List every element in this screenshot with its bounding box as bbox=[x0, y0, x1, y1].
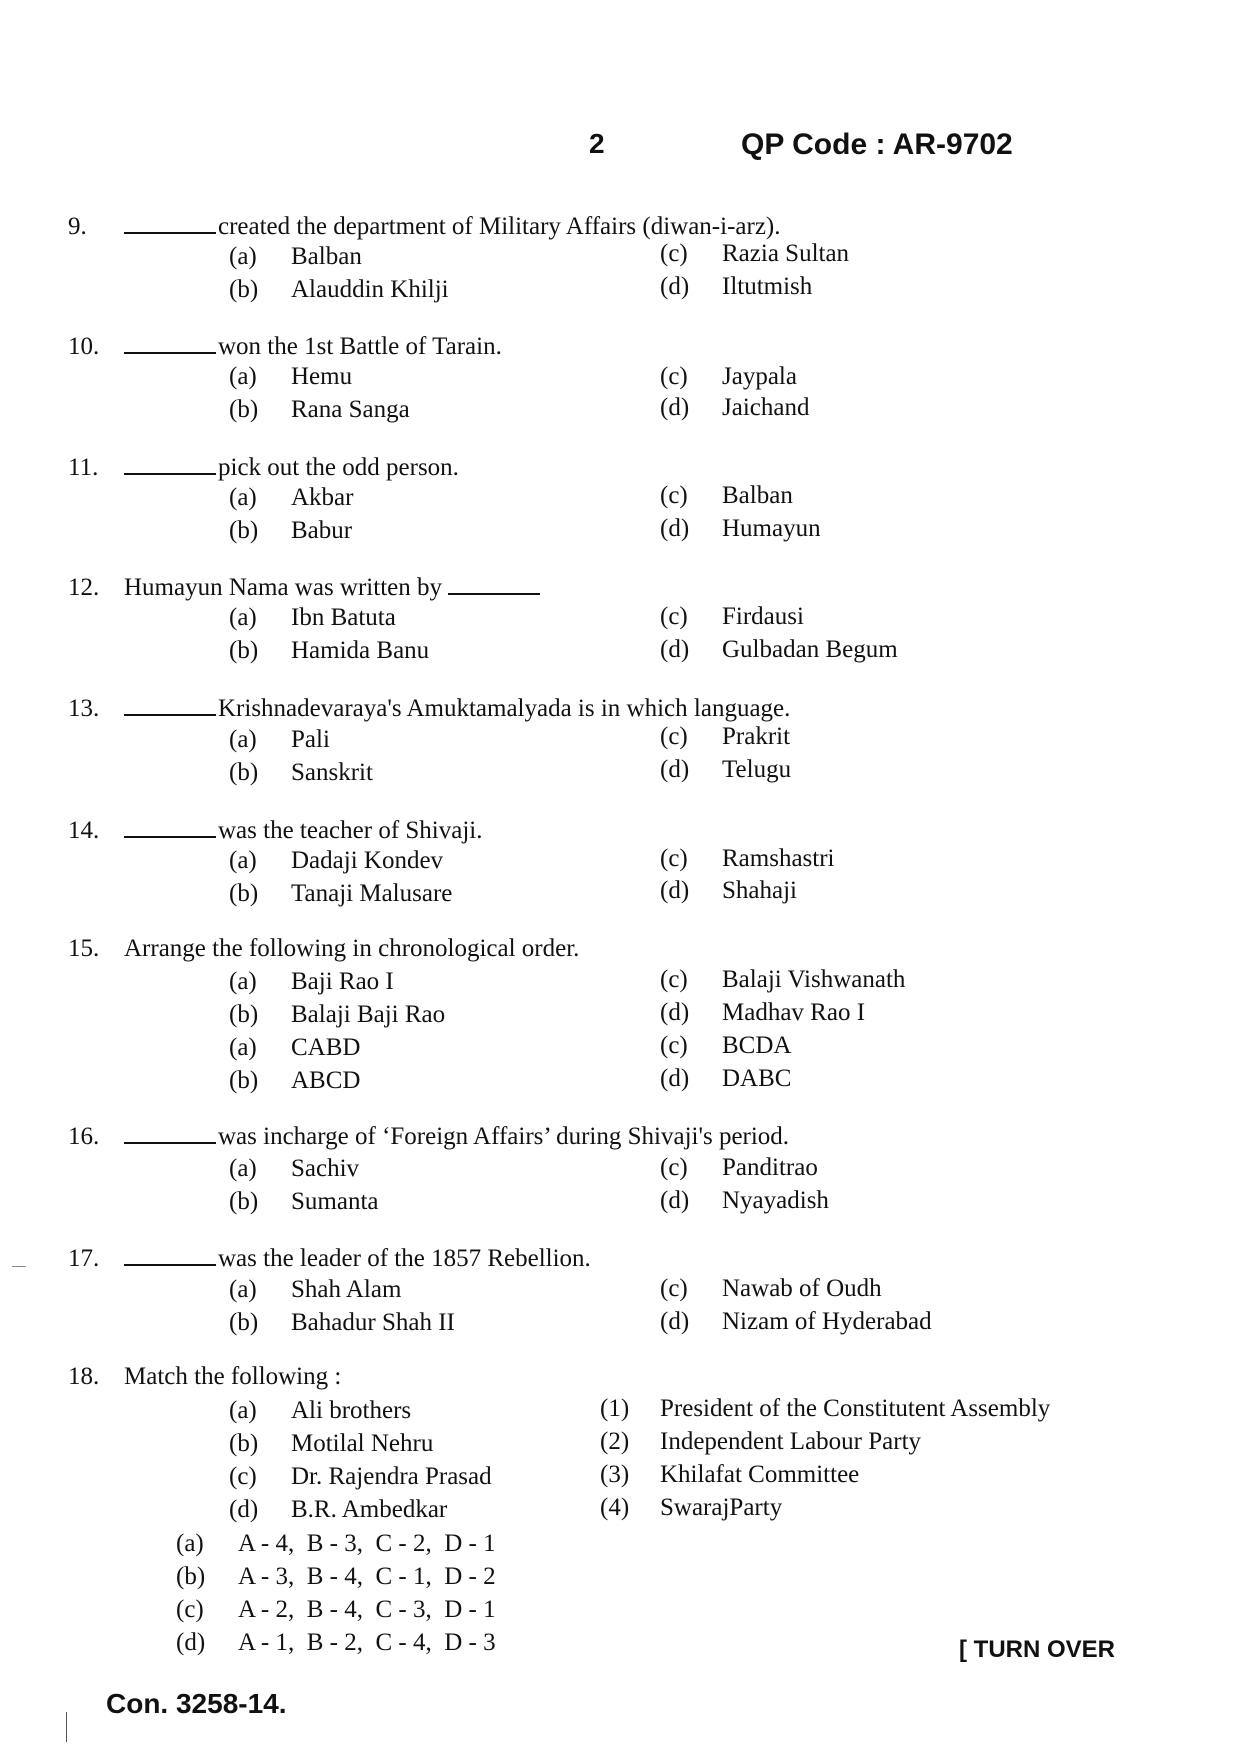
option: (a) Pali bbox=[229, 726, 330, 753]
answer-blank bbox=[448, 571, 540, 595]
option: (c) Razia Sultan bbox=[660, 240, 850, 267]
match-left-item: (a) Ali brothers bbox=[229, 1397, 412, 1424]
option: (b) Bahadur Shah II bbox=[229, 1309, 455, 1336]
option: (a) Sachiv bbox=[229, 1155, 360, 1182]
question-15 bbox=[68, 935, 579, 963]
question-10 bbox=[68, 330, 502, 361]
answer-option: (a) CABD bbox=[229, 1034, 361, 1061]
option: (a) Dadaji Kondev bbox=[229, 847, 444, 874]
question-14 bbox=[68, 814, 483, 845]
page-number: 2 bbox=[589, 128, 605, 159]
option: (d) Jaichand bbox=[660, 394, 810, 421]
option: (a) Akbar bbox=[229, 484, 354, 511]
answer-option: (d) DABC bbox=[660, 1065, 792, 1092]
question-number: 13. bbox=[68, 695, 100, 722]
scan-dash-mark bbox=[12, 1266, 26, 1267]
option: (d) Iltutmish bbox=[660, 273, 813, 300]
match-left-item: (c) Dr. Rajendra Prasad bbox=[229, 1463, 492, 1490]
con-code: Con. 3258-14. bbox=[106, 1688, 287, 1719]
answer-option: (a) A - 4, B - 3, C - 2, D - 1 bbox=[176, 1530, 496, 1557]
question-number: 16. bbox=[68, 1123, 100, 1150]
question-text: won the 1st Battle of Tarain. bbox=[218, 333, 502, 360]
option: (b) Rana Sanga bbox=[229, 396, 410, 423]
question-number: 9. bbox=[68, 213, 87, 240]
question-number: 12. bbox=[68, 574, 100, 601]
match-right-item: (4) SwarajParty bbox=[600, 1494, 783, 1521]
match-right-item: (3) Khilafat Committee bbox=[600, 1461, 860, 1488]
question-number: 17. bbox=[68, 1245, 100, 1272]
answer-option: (b) A - 3, B - 4, C - 1, D - 2 bbox=[176, 1563, 496, 1590]
option: (d) Gulbadan Begum bbox=[660, 636, 898, 663]
match-right-item: (2) Independent Labour Party bbox=[600, 1428, 922, 1455]
option: (a) Ibn Batuta bbox=[229, 604, 396, 631]
option: (a) Hemu bbox=[229, 363, 353, 390]
option: (b) Sanskrit bbox=[229, 759, 373, 786]
option: (c) Nawab of Oudh bbox=[660, 1275, 882, 1302]
answer-blank bbox=[124, 1120, 216, 1144]
option: (d) Humayun bbox=[660, 515, 821, 542]
question-13 bbox=[68, 692, 790, 723]
option: (c) Panditrao bbox=[660, 1154, 818, 1181]
question-text: Humayun Nama was written by bbox=[124, 574, 442, 601]
answer-blank bbox=[124, 451, 216, 475]
option: (d) Shahaji bbox=[660, 877, 797, 904]
scan-margin-line bbox=[66, 1712, 67, 1742]
option: (b) Alauddin Khilji bbox=[229, 276, 449, 303]
answer-option: (d) A - 1, B - 2, C - 4, D - 3 bbox=[176, 1629, 496, 1656]
option: (b) Balaji Baji Rao bbox=[229, 1001, 446, 1028]
question-text: was the teacher of Shivaji. bbox=[218, 817, 483, 844]
answer-blank bbox=[124, 210, 216, 234]
match-left-item: (d) B.R. Ambedkar bbox=[229, 1496, 448, 1523]
option: (d) Telugu bbox=[660, 756, 792, 783]
question-17 bbox=[68, 1242, 591, 1273]
answer-blank bbox=[124, 814, 216, 838]
answer-option: (b) ABCD bbox=[229, 1067, 361, 1094]
question-16 bbox=[68, 1120, 789, 1151]
question-12 bbox=[68, 571, 540, 602]
question-number: 10. bbox=[68, 333, 100, 360]
qp-code: QP Code : AR-9702 bbox=[741, 128, 1013, 161]
question-text: was the leader of the 1857 Rebellion. bbox=[218, 1245, 591, 1272]
question-number: 18. bbox=[68, 1363, 100, 1390]
match-right-item: (1) President of the Constitutent Assembly bbox=[600, 1395, 1051, 1422]
question-9 bbox=[68, 210, 781, 241]
question-18 bbox=[68, 1363, 341, 1391]
question-text: pick out the odd person. bbox=[218, 454, 459, 481]
question-text: Krishnadevaraya's Amuktamalyada is in which language. bbox=[218, 695, 791, 722]
answer-blank bbox=[124, 1242, 216, 1266]
option: (a) Balban bbox=[229, 243, 362, 270]
option: (b) Sumanta bbox=[229, 1188, 379, 1215]
option: (d) Nizam of Hyderabad bbox=[660, 1308, 932, 1335]
option: (a) Shah Alam bbox=[229, 1276, 402, 1303]
answer-option: (c) BCDA bbox=[660, 1032, 792, 1059]
option: (c) Ramshastri bbox=[660, 845, 835, 872]
option: (c) Prakrit bbox=[660, 723, 791, 750]
match-left-item: (b) Motilal Nehru bbox=[229, 1430, 434, 1457]
question-text: created the department of Military Affairs (diwan-i-arz). bbox=[218, 213, 781, 240]
option: (c) Firdausi bbox=[660, 603, 804, 630]
question-11 bbox=[68, 451, 459, 482]
option: (b) Babur bbox=[229, 517, 353, 544]
option: (b) Hamida Banu bbox=[229, 637, 430, 664]
question-text: Arrange the following in chronological order. bbox=[124, 935, 580, 962]
answer-option: (c) A - 2, B - 4, C - 3, D - 1 bbox=[176, 1596, 496, 1623]
option: (c) Balban bbox=[660, 482, 793, 509]
question-text: was incharge of ‘Foreign Affairs’ during Shivaji's period. bbox=[218, 1123, 790, 1150]
turn-over-label: [ TURN OVER bbox=[959, 1636, 1115, 1663]
question-number: 14. bbox=[68, 817, 100, 844]
answer-blank bbox=[124, 692, 216, 716]
option: (a) Baji Rao I bbox=[229, 968, 394, 995]
option: (c) Balaji Vishwanath bbox=[660, 966, 906, 993]
question-text: Match the following : bbox=[124, 1363, 342, 1390]
option: (d) Madhav Rao I bbox=[660, 999, 866, 1026]
question-number: 11. bbox=[68, 454, 99, 481]
option: (c) Jaypala bbox=[660, 363, 797, 390]
question-number: 15. bbox=[68, 935, 100, 962]
option: (b) Tanaji Malusare bbox=[229, 880, 453, 907]
option: (d) Nyayadish bbox=[660, 1187, 829, 1214]
answer-blank bbox=[124, 330, 216, 354]
